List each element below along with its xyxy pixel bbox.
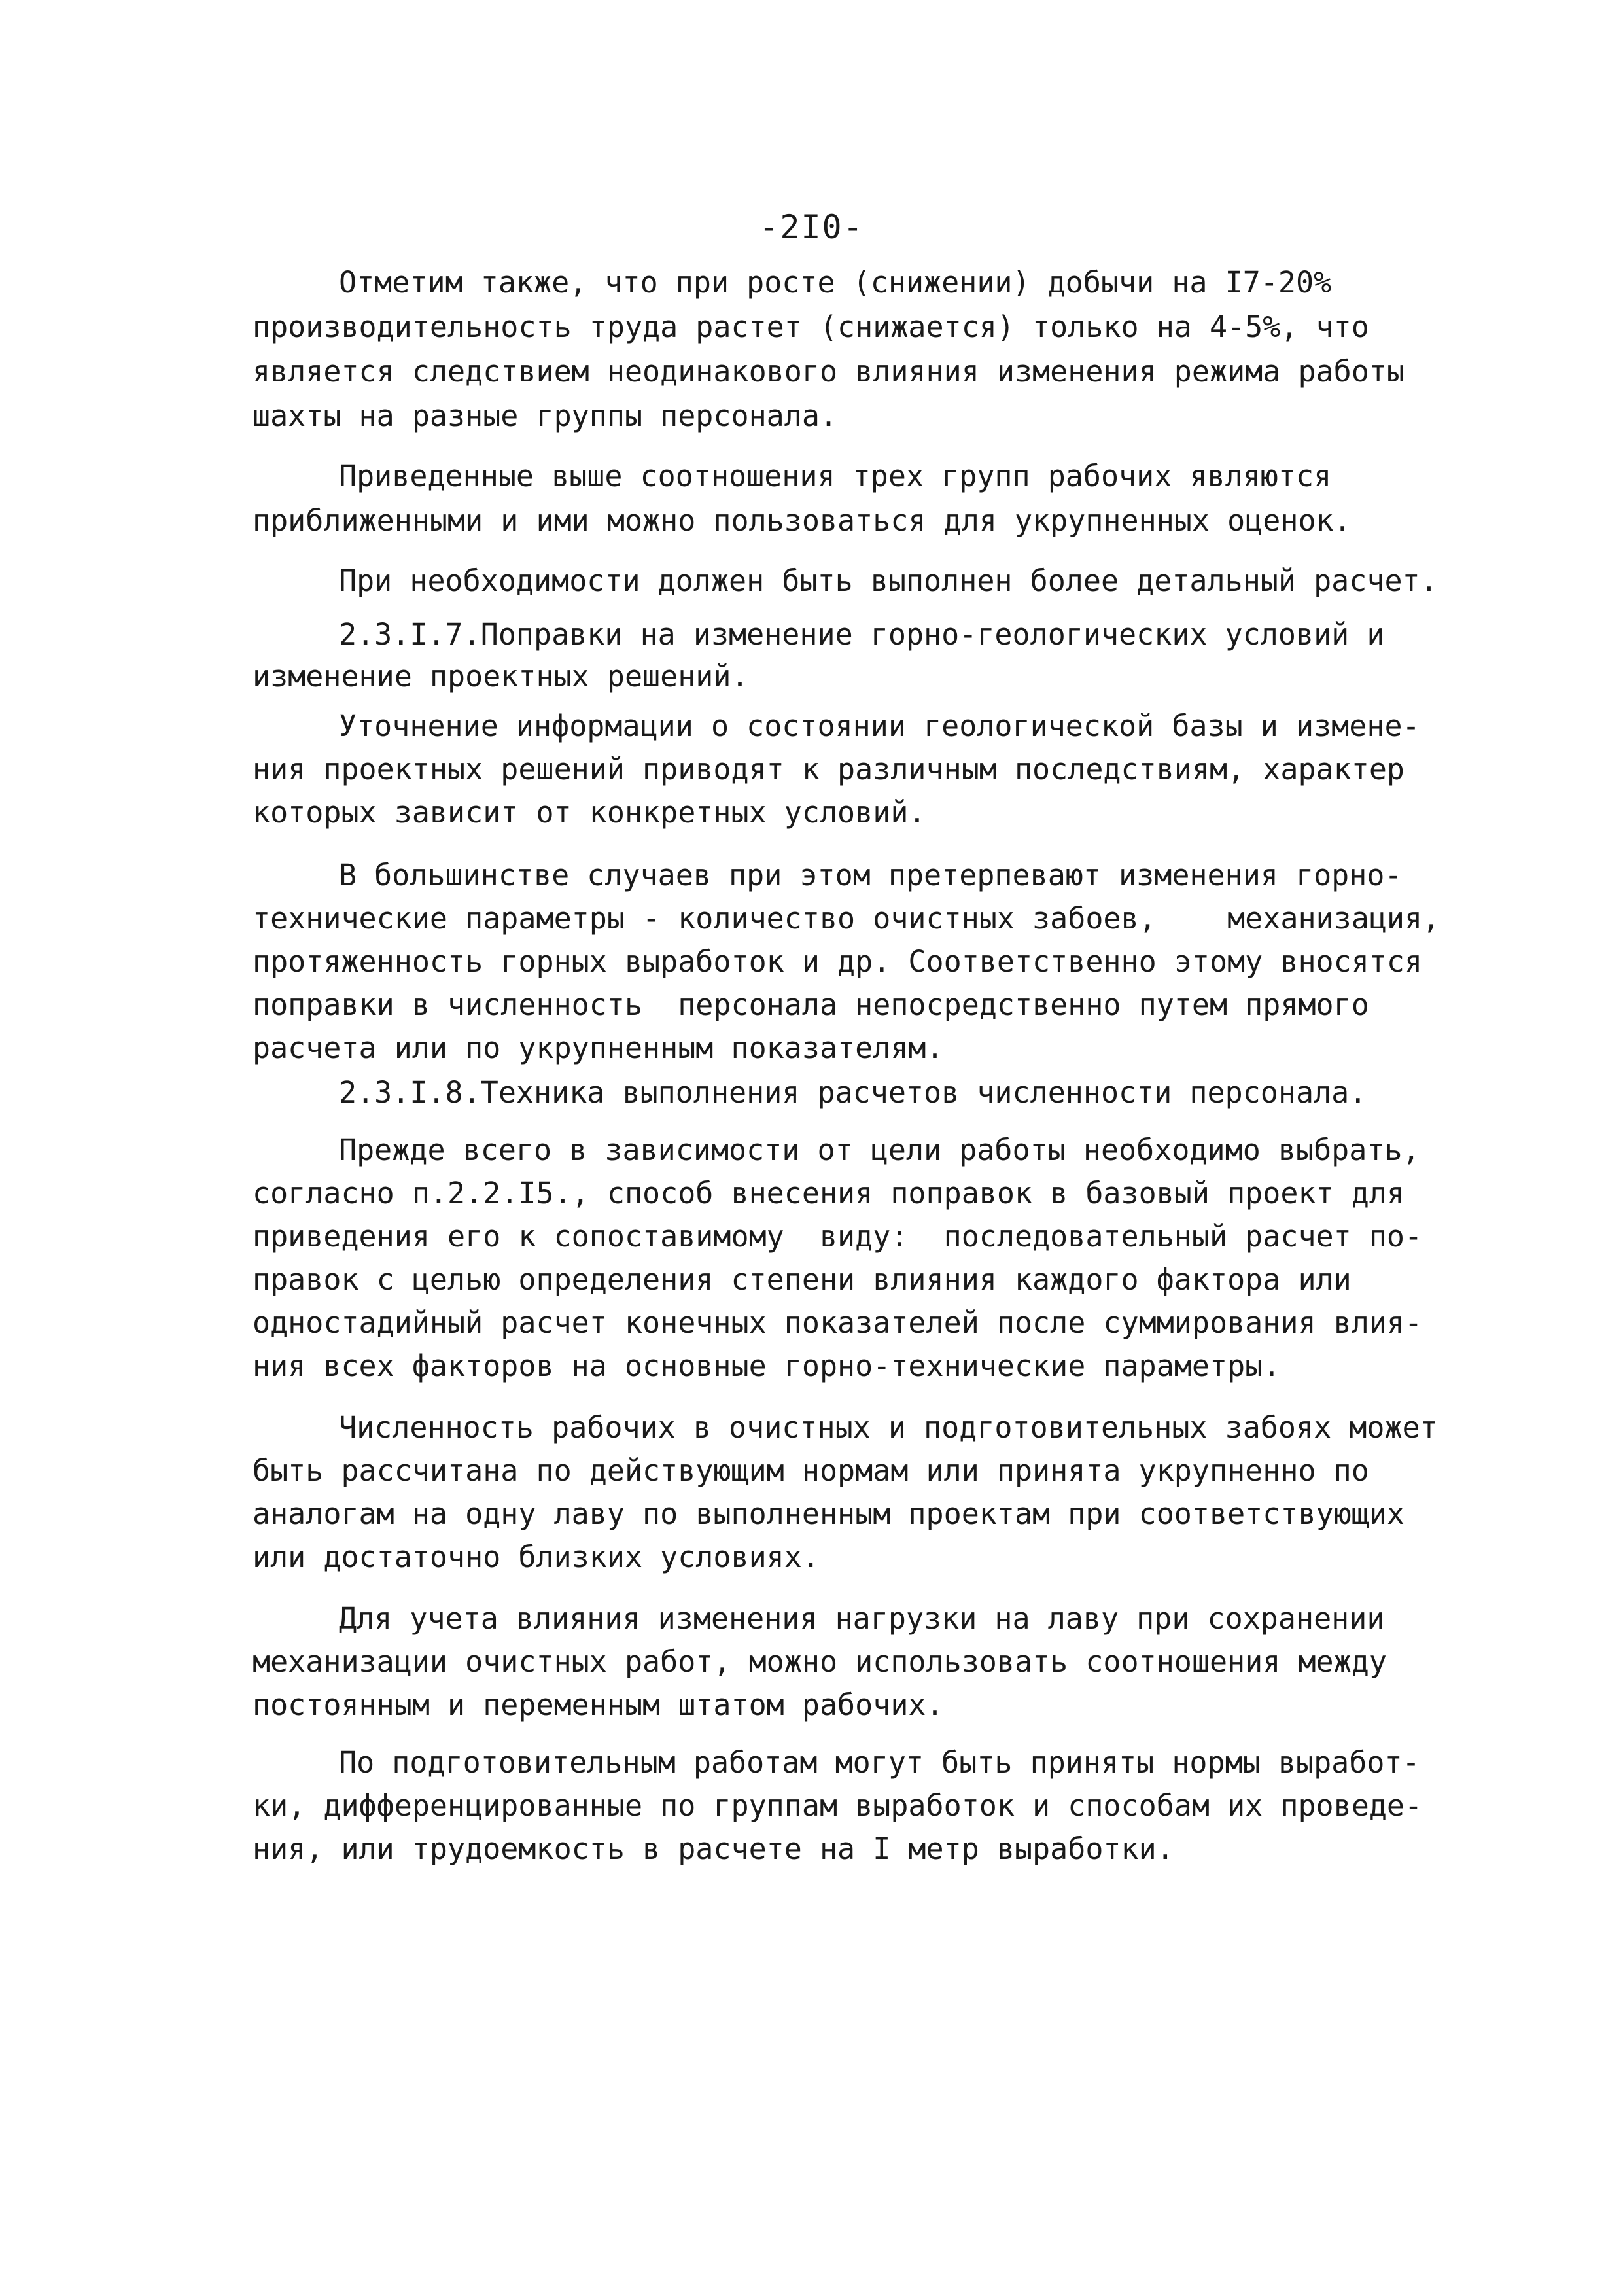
text-line: Уточнение информации о состоянии геологической базы и измене- xyxy=(339,709,1420,743)
text-line: Приведенные выше соотношения трех групп рабочих являются xyxy=(339,459,1332,493)
text-line: ния всех факторов на основные горно-технические параметры. xyxy=(253,1349,1281,1383)
section-heading-line: 2.3.I.7.Поправки на изменение горно-геологических условий и xyxy=(339,617,1385,652)
text-line: технические параметры - количество очистных забоев, механизация, xyxy=(253,901,1440,936)
text-line: одностадийный расчет конечных показателей после суммирования влия- xyxy=(253,1305,1423,1340)
text-line: или достаточно близких условиях. xyxy=(253,1540,820,1574)
text-line: шахты на разные группы персонала. xyxy=(253,398,838,433)
text-line: постоянным и переменным штатом рабочих. xyxy=(253,1687,944,1722)
text-line: является следствием неодинакового влияния изменения режима работы xyxy=(253,354,1405,389)
text-line: В большинстве случаев при этом претерпевают изменения горно- xyxy=(339,858,1403,892)
text-line: ния, или трудоемкость в расчете на I метр выработки. xyxy=(253,1831,1174,1866)
text-line: производительность труда растет (снижается) только на 4-5%, что xyxy=(253,309,1369,344)
text-line: поправки в численность персонала непосредственно путем прямого xyxy=(253,987,1369,1022)
text-line: приведения его к сопоставимому виду: последовательный расчет по- xyxy=(253,1219,1423,1254)
text-line: Прежде всего в зависимости от цели работы необходимо выбрать, xyxy=(339,1133,1420,1167)
text-line: механизации очистных работ, можно использовать соотношения между xyxy=(253,1644,1387,1679)
text-line: Для учета влияния изменения нагрузки на лаву при сохранении xyxy=(339,1601,1385,1636)
text-line: ки, дифференцированные по группам выработок и способам их проведе- xyxy=(253,1788,1423,1823)
text-line: быть рассчитана по действующим нормам или принята укрупненно по xyxy=(253,1453,1369,1488)
text-line: расчета или по укрупненным показателям. xyxy=(253,1031,944,1065)
text-line: приближенными и ими можно пользоваться для укрупненных оценок. xyxy=(253,503,1352,538)
text-line: протяженность горных выработок и др. Соответственно этому вносятся xyxy=(253,944,1423,979)
text-line: По подготовительным работам могут быть приняты нормы выработ- xyxy=(339,1745,1420,1780)
section-heading-line: 2.3.I.8.Техника выполнения расчетов численности персонала. xyxy=(339,1075,1367,1110)
text-line: которых зависит от конкретных условий. xyxy=(253,795,926,830)
text-line: Отметим также, что при росте (снижении) добычи на I7-20% xyxy=(339,265,1332,300)
text-line: правок с целью определения степени влияния каждого фактора или xyxy=(253,1262,1352,1297)
text-line: ния проектных решений приводят к различным последствиям, характер xyxy=(253,752,1405,786)
text-line: Численность рабочих в очистных и подготовительных забоях может xyxy=(339,1410,1438,1445)
page-number: -2I0- xyxy=(759,208,864,246)
text-line: При необходимости должен быть выполнен более детальный расчет. xyxy=(339,563,1438,598)
section-heading-line: изменение проектных решений. xyxy=(253,659,749,694)
text-line: согласно п.2.2.I5., способ внесения поправок в базовый проект для xyxy=(253,1176,1405,1210)
text-line: аналогам на одну лаву по выполненным проектам при соответствующих xyxy=(253,1496,1405,1531)
